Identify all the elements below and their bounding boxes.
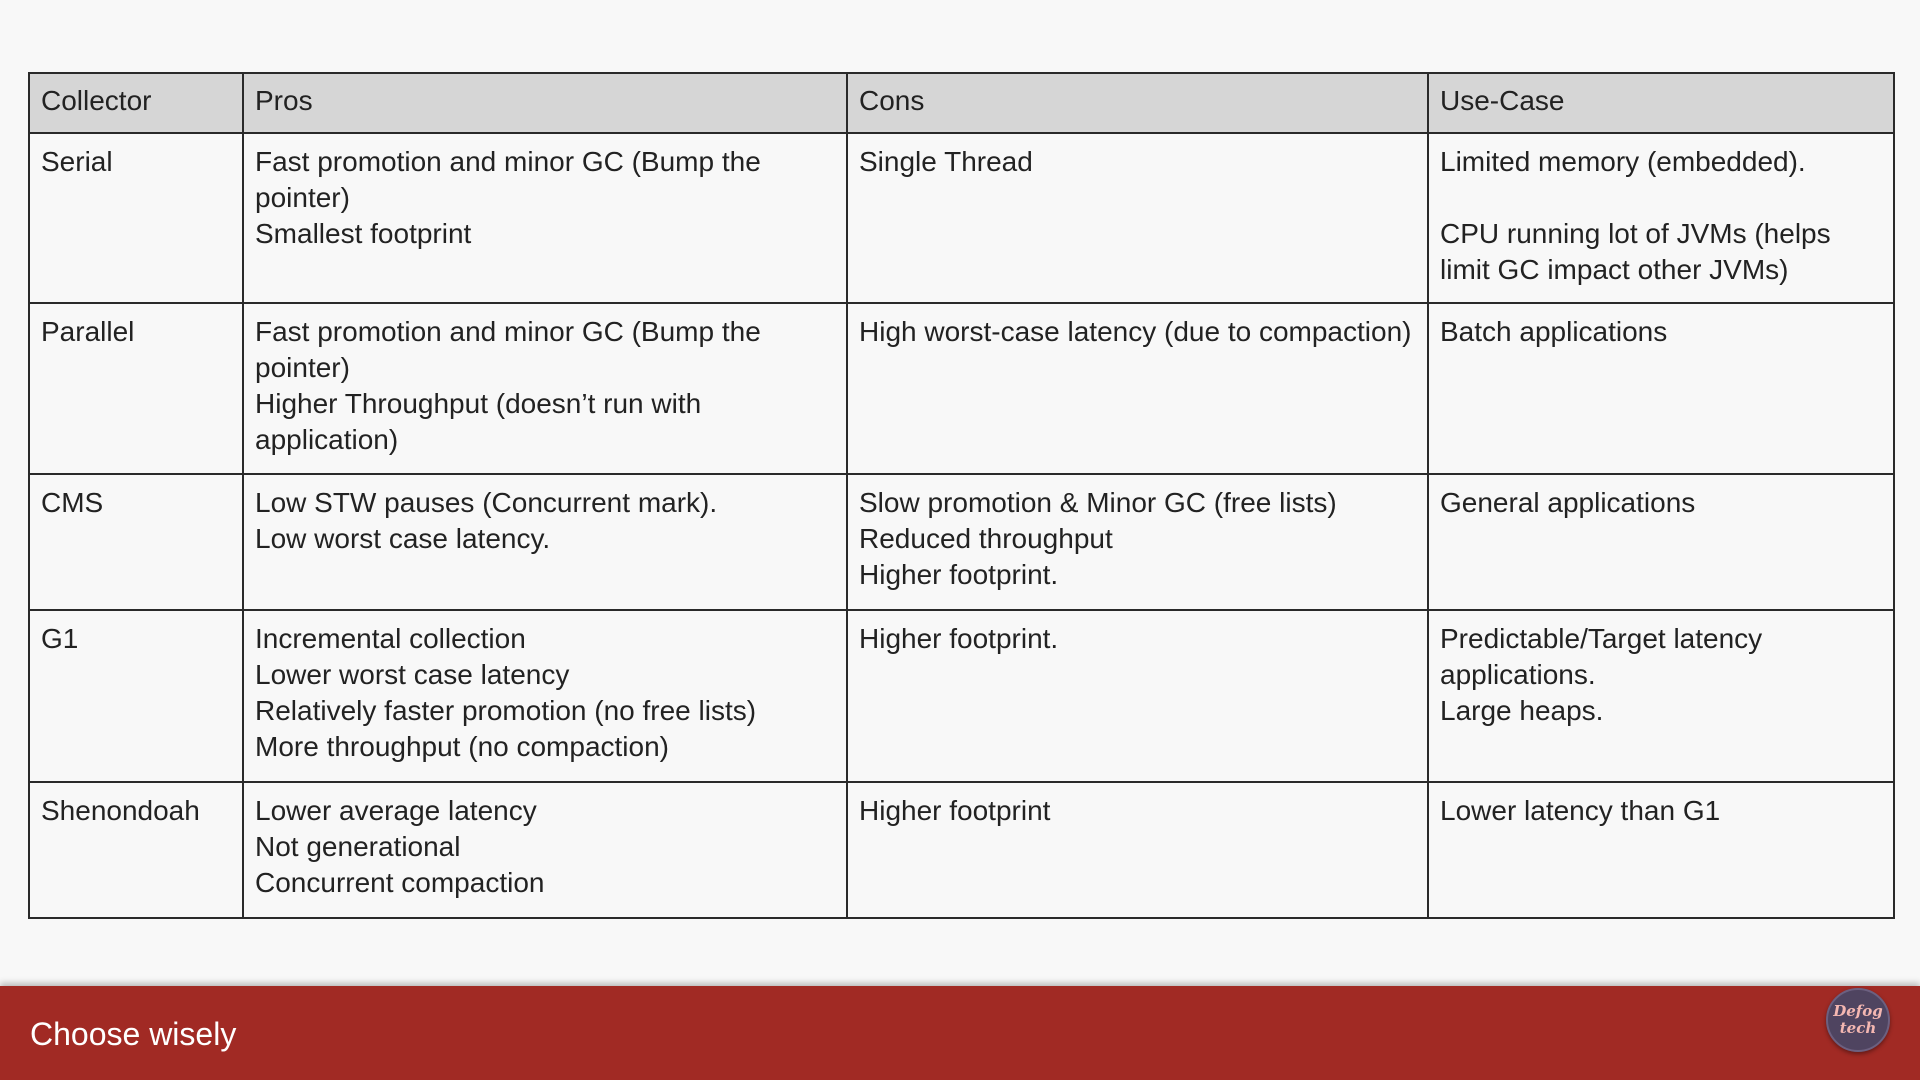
table-row-shenondoah (29, 782, 1894, 918)
use-case-line: Limited memory (embedded). (1440, 146, 1806, 177)
pros-line: Higher Throughput (doesn’t run with application) (255, 388, 702, 455)
pros-line: Low STW pauses (Concurrent mark). (255, 487, 718, 518)
cons-cell (847, 610, 1428, 782)
use-case-spacer (1440, 180, 1882, 216)
cons-line: High worst-case latency (due to compaction) (859, 316, 1412, 347)
pros-line: Smallest footprint (255, 218, 472, 249)
table-header-row (29, 73, 1894, 133)
pros-line: More throughput (no compaction) (255, 731, 669, 762)
cons-line: Higher footprint. (859, 559, 1059, 590)
use-case-cell (1428, 610, 1894, 782)
gc-comparison-table (28, 72, 1895, 919)
use-case-cell (1428, 474, 1894, 610)
pros-cell (243, 303, 847, 474)
footer-bar (0, 986, 1920, 1080)
pros-cell (243, 782, 847, 918)
use-case-line: Lower latency than G1 (1440, 795, 1721, 826)
cons-line: Single Thread (859, 146, 1033, 177)
pros-cell (243, 474, 847, 610)
pros-line: Fast promotion and minor GC (Bump the pointer) (255, 146, 761, 213)
table-row-parallel (29, 303, 1894, 474)
cons-cell (847, 782, 1428, 918)
pros-line: Fast promotion and minor GC (Bump the pointer) (255, 316, 761, 383)
pros-line: Lower average latency (255, 795, 537, 826)
table-row-cms (29, 474, 1894, 610)
cons-cell (847, 303, 1428, 474)
use-case-line: Batch applications (1440, 316, 1668, 347)
pros-line: Low worst case latency. (255, 523, 551, 554)
pros-cell (243, 133, 847, 303)
use-case-cell (1428, 133, 1894, 303)
header-collector: Collector (29, 73, 243, 133)
cons-cell (847, 133, 1428, 303)
header-pros: Pros (243, 73, 847, 133)
pros-line: Incremental collection (255, 623, 526, 654)
collector-cell: Parallel (29, 303, 243, 474)
logo-text-line1: Defog (1833, 1002, 1883, 1020)
pros-cell (243, 610, 847, 782)
header-cons: Cons (847, 73, 1428, 133)
cons-line: Higher footprint (859, 795, 1051, 826)
cons-cell (847, 474, 1428, 610)
use-case-cell (1428, 782, 1894, 918)
slide-title: Choose wisely (30, 1016, 237, 1052)
collector-cell: Serial (29, 133, 243, 303)
pros-line: Lower worst case latency (255, 659, 570, 690)
table-row-g1 (29, 610, 1894, 782)
table-row-serial (29, 133, 1894, 303)
cons-line: Slow promotion & Minor GC (free lists) (859, 487, 1337, 518)
pros-line: Relatively faster promotion (no free lists) (255, 695, 757, 726)
collector-cell: CMS (29, 474, 243, 610)
collector-cell: G1 (29, 610, 243, 782)
collector-cell: Shenondoah (29, 782, 243, 918)
use-case-line: General applications (1440, 487, 1696, 518)
use-case-line: CPU running lot of JVMs (helps limit GC impact other JVMs) (1440, 218, 1831, 285)
pros-line: Concurrent compaction (255, 867, 545, 898)
logo-text-line2: tech (1839, 1019, 1877, 1037)
cons-line: Higher footprint. (859, 623, 1059, 654)
use-case-line: Predictable/Target latency applications. (1440, 623, 1763, 690)
use-case-cell (1428, 303, 1894, 474)
pros-line: Not generational (255, 831, 461, 862)
defog-tech-logo (1826, 988, 1890, 1052)
cons-line: Reduced throughput (859, 523, 1113, 554)
header-use-case: Use-Case (1428, 73, 1894, 133)
use-case-line: Large heaps. (1440, 695, 1604, 726)
